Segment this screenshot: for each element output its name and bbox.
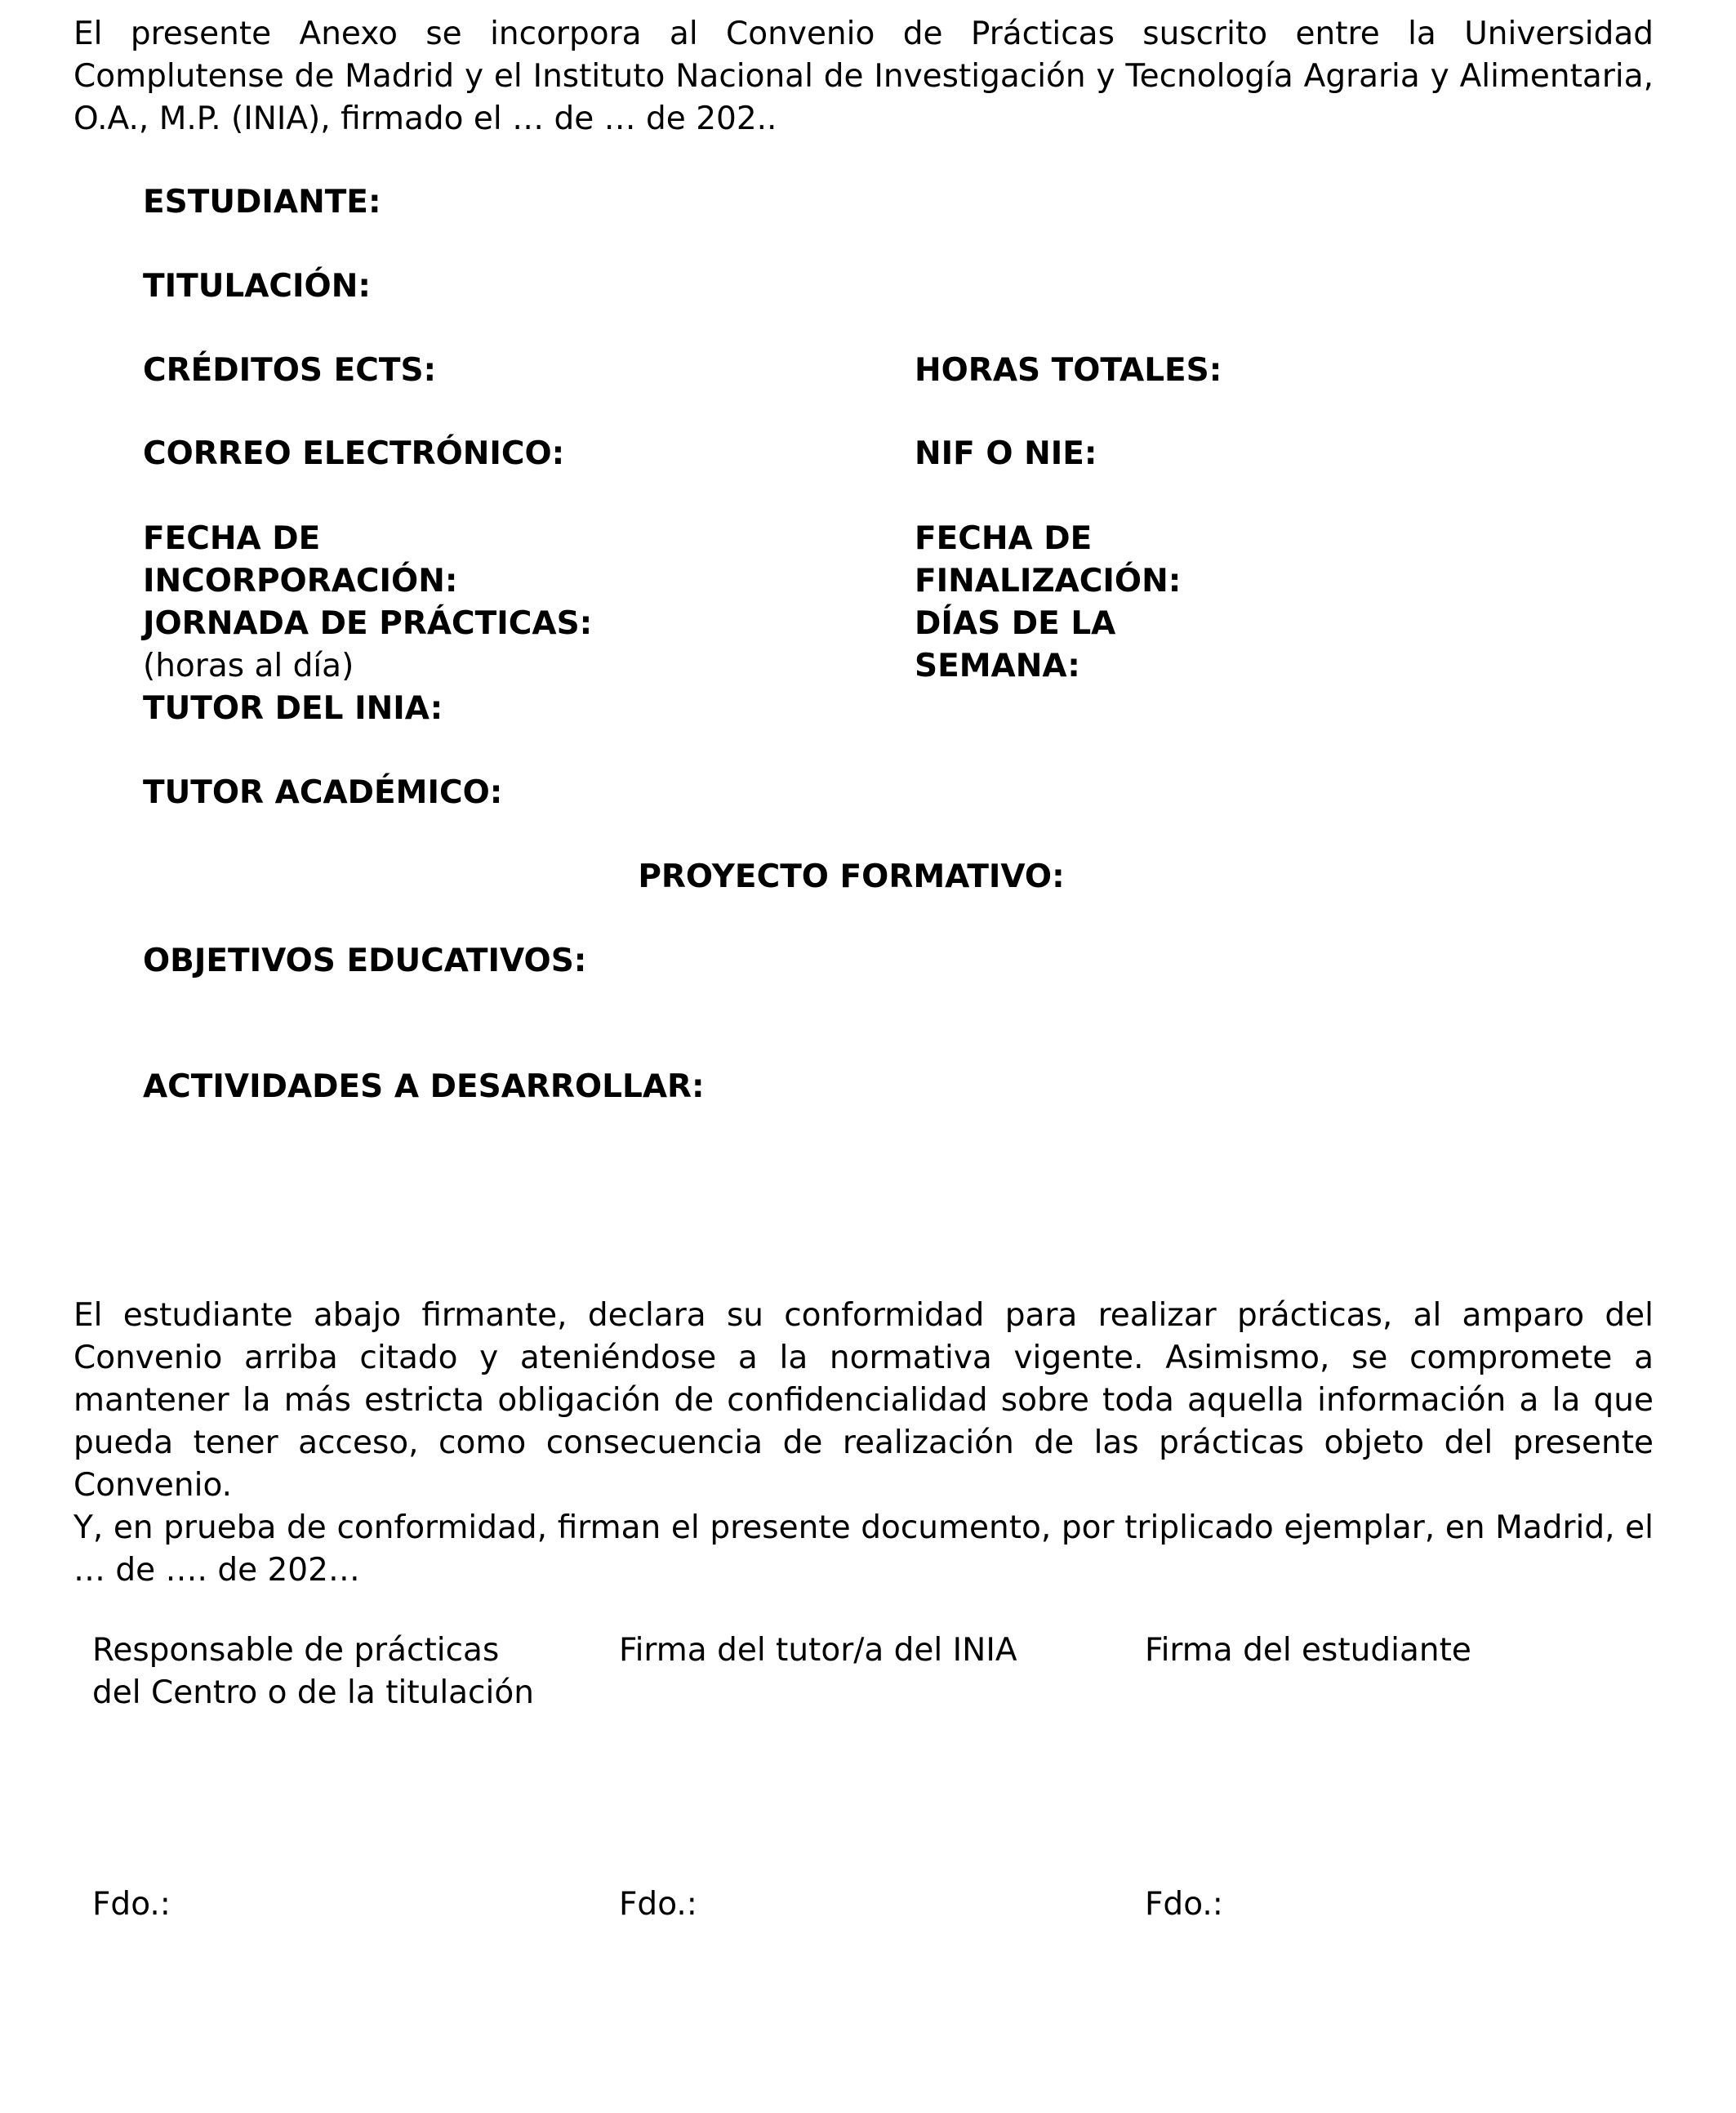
titulacion-label: TITULACIÓN: xyxy=(143,268,371,305)
fecha-finalizacion-label-line1: FECHA DE xyxy=(915,520,1093,557)
fdo-responsable: Fdo.: xyxy=(92,1886,171,1923)
dias-semana-label-line2: SEMANA: xyxy=(915,648,1080,684)
objetivos-label: OBJETIVOS EDUCATIVOS: xyxy=(143,943,587,979)
signature-title-tutor-inia: Firma del tutor/a del INIA xyxy=(619,1632,1017,1669)
fdo-tutor-inia: Fdo.: xyxy=(619,1886,697,1923)
horas-totales-label: HORAS TOTALES: xyxy=(915,352,1222,389)
jornada-note: (horas al día) xyxy=(143,648,354,684)
fdo-estudiante: Fdo.: xyxy=(1145,1886,1223,1923)
closing-paragraph: Y, en prueba de conformidad, firman el presente documento, por triplicado ejemplar, en Madrid, el … de …. de 202… xyxy=(73,1509,1654,1589)
tutor-academico-label: TUTOR ACADÉMICO: xyxy=(143,774,503,811)
fecha-incorporacion-label-line2: INCORPORACIÓN: xyxy=(143,563,458,600)
fecha-incorporacion-label-line1: FECHA DE xyxy=(143,520,321,557)
proyecto-formativo-heading: PROYECTO FORMATIVO: xyxy=(638,858,1065,895)
dias-semana-label-line1: DÍAS DE LA xyxy=(915,605,1116,642)
intro-paragraph: El presente Anexo se incorpora al Convenio de Prácticas suscrito entre la Universidad Complutense de Madrid y el Instituto Nacional de Investigación y Tecnología Agraria y Alimentaria, O.A., M.P. (INIA), firmado el … de … de 202.. xyxy=(73,16,1654,137)
tutor-inia-label: TUTOR DEL INIA: xyxy=(143,690,443,727)
correo-label: CORREO ELECTRÓNICO: xyxy=(143,435,565,472)
estudiante-label: ESTUDIANTE: xyxy=(143,184,381,221)
signature-title-responsable: Responsable de prácticas del Centro o de la titulación xyxy=(92,1632,534,1711)
creditos-label: CRÉDITOS ECTS: xyxy=(143,352,437,389)
actividades-label: ACTIVIDADES A DESARROLLAR: xyxy=(143,1068,705,1105)
nif-label: NIF O NIE: xyxy=(915,435,1097,472)
jornada-label: JORNADA DE PRÁCTICAS: xyxy=(143,605,593,642)
declaration-paragraph: El estudiante abajo firmante, declara su conformidad para realizar prácticas, al amparo del Convenio arriba citado y ateniéndose a la normativa vigente. Asimismo, se compromete a mantener la más estricta obligación de confidencialidad sobre toda aquella información a la que pueda tener acceso, como consecuencia de realización de las prácticas objeto del presente Convenio. xyxy=(73,1297,1654,1504)
fecha-finalizacion-label-line2: FINALIZACIÓN: xyxy=(915,563,1182,600)
signature-title-estudiante: Firma del estudiante xyxy=(1145,1632,1471,1669)
